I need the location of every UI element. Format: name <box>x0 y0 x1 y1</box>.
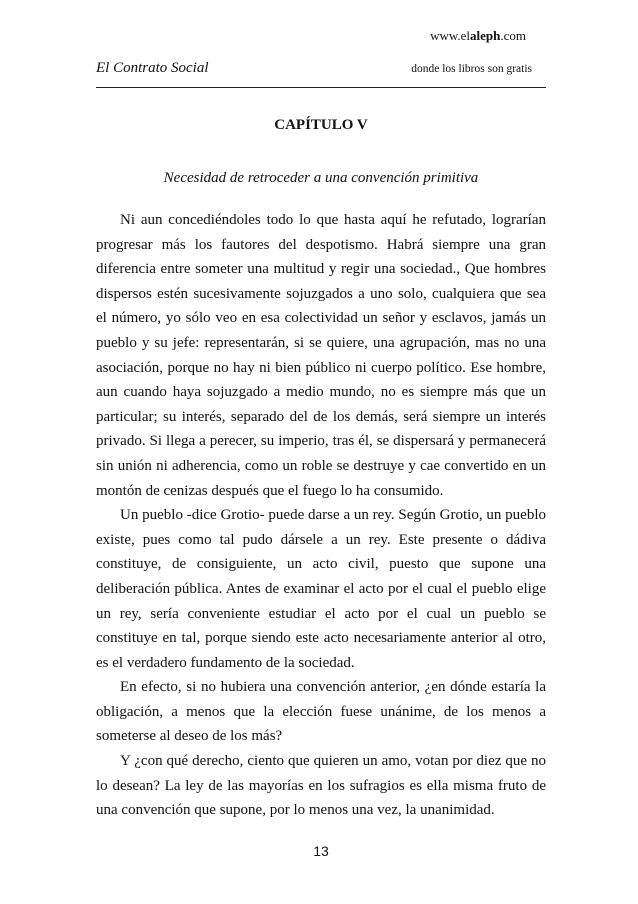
chapter-body <box>96 208 546 823</box>
paragraph: Ni aun concediéndoles todo lo que hasta aquí he refutado, lograrían progresar más los fautores del despotismo. Habrá siempre una gran diferencia entre someter una multitud y regir una sociedad., Que hombres dispersos estén sucesivamente sojuzgados a uno solo, cualquiera que sea el número, yo sólo veo en esa colectividad un señor y esclavos, jamás un pueblo y su jefe: representarán, si se quiere, una agrupación, mas no una asociación, porque no hay ni bien público ni cuerpo político. Ese hombre, aun cuando haya sojuzgado a medio mundo, no es siempre más que un particular; su interés, separado del de los demás, será siempre un interés privado. Si llega a perecer, su imperio, tras él, se dispersará y permanecerá sin unión ni adherencia, como un roble se destruye y cae convertido en un montón de cenizas después que el fuego lo ha consumido. <box>96 212 546 499</box>
site-url-suffix: .com <box>500 28 526 43</box>
site-tagline: donde los libros son gratis <box>411 63 532 75</box>
book-title: El Contrato Social <box>96 60 209 76</box>
page-number: 13 <box>313 843 329 859</box>
site-url[interactable] <box>430 28 526 44</box>
paragraph: Y ¿con qué derecho, ciento que quieren un amo, votan por diez que no lo desean? La ley de las mayorías en los sufragios es ella misma fruto de una convención que supone, por lo menos una vez, la unanimidad. <box>96 753 546 819</box>
site-url-prefix: www.el <box>430 28 471 43</box>
running-header <box>96 60 546 77</box>
paragraph: En efecto, si no hubiera una convención anterior, ¿en dónde estaría la obligación, a menos que la elección fuese unánime, de los menos a someterse al deseo de los más? <box>96 679 546 745</box>
paragraph: Un pueblo -dice Grotio- puede darse a un rey. Según Grotio, un pueblo existe, pues como tal pudo dársele a un rey. Este presente o dádiva constituye, de consiguiente, un acto civil, puesto que supone una deliberación pública. Antes de examinar el acto por el cual el pueblo elige un rey, sería conveniente estudiar el acto por el cual un pueblo se constituye en tal, porque siendo este acto necesariamente anterior al otro, es el verdadero fundamento de la sociedad. <box>96 507 546 671</box>
header-rule <box>96 87 546 88</box>
chapter-subtitle: Necesidad de retroceder a una convención primitiva <box>163 170 479 186</box>
chapter-heading: CAPÍTULO V <box>274 117 368 133</box>
site-url-brand: aleph <box>470 28 501 43</box>
